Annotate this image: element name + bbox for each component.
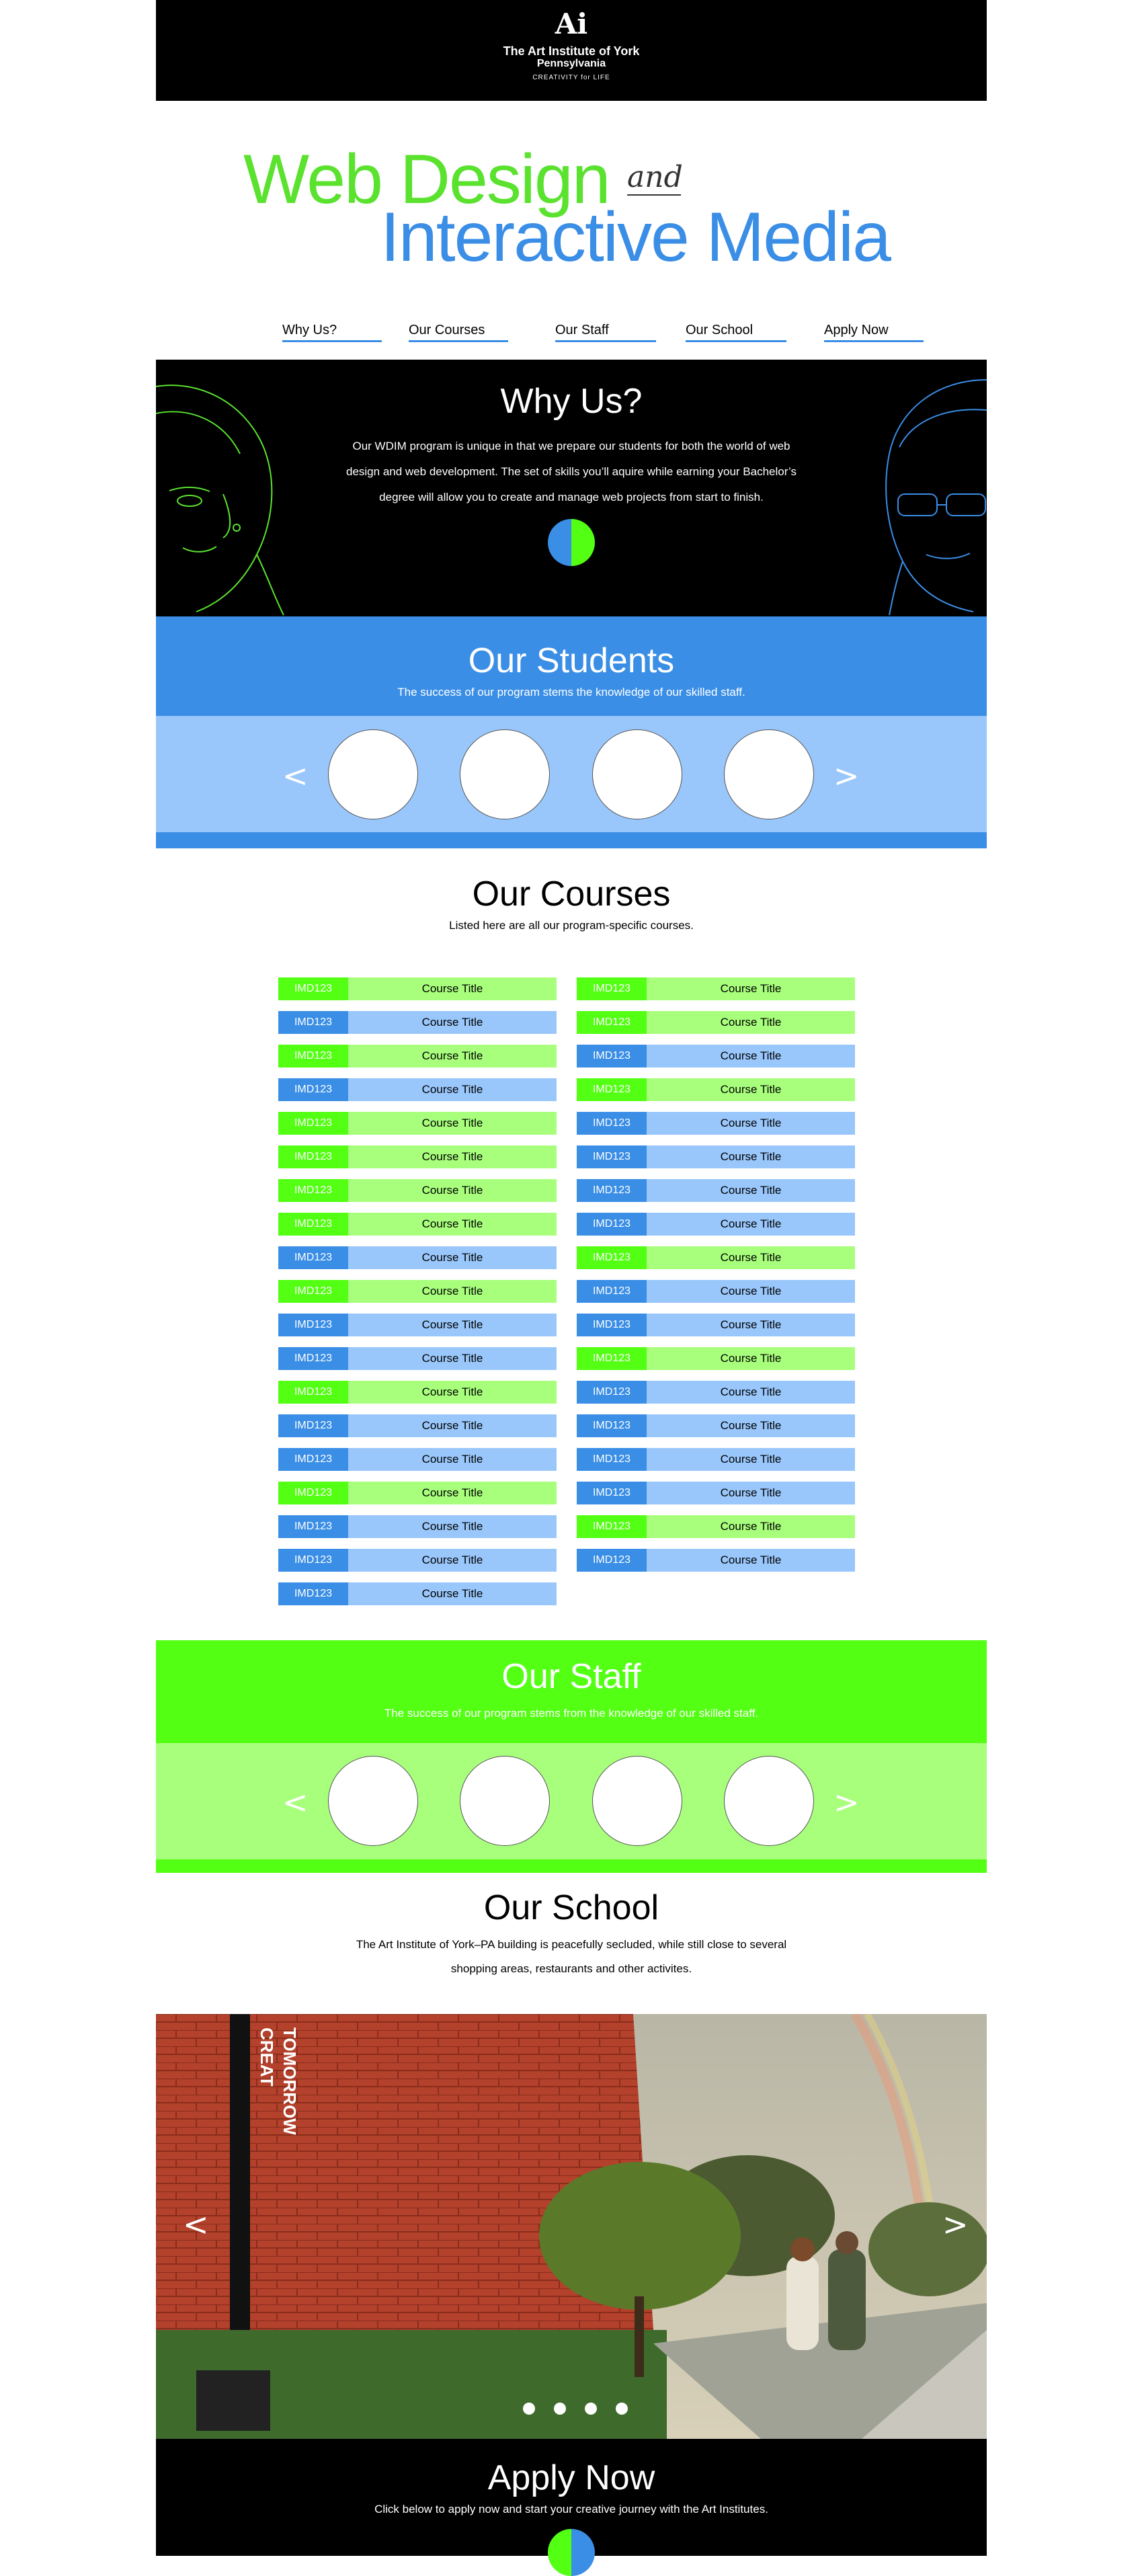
staff-carousel xyxy=(156,1743,987,1859)
course-code: IMD123 xyxy=(577,1314,647,1336)
slide-dot[interactable] xyxy=(585,2403,597,2415)
logo-state: Pennsylvania xyxy=(536,58,606,69)
page-title-and: and xyxy=(627,160,683,194)
course-row[interactable] xyxy=(278,1482,557,1504)
course-code: IMD123 xyxy=(577,1011,647,1034)
course-code: IMD123 xyxy=(577,1280,647,1303)
course-code: IMD123 xyxy=(278,1280,348,1303)
slide-dot[interactable] xyxy=(554,2403,566,2415)
course-row[interactable] xyxy=(278,1179,557,1202)
course-row[interactable] xyxy=(577,977,855,1000)
course-title: Course Title xyxy=(348,1314,557,1336)
course-row[interactable] xyxy=(278,1582,557,1605)
course-title: Course Title xyxy=(348,1381,557,1404)
course-row[interactable] xyxy=(278,1314,557,1336)
our-courses-subtitle: Listed here are all our program-specific courses. xyxy=(449,919,694,932)
course-row[interactable] xyxy=(278,1347,557,1370)
course-row[interactable] xyxy=(577,1482,855,1504)
course-row[interactable] xyxy=(278,977,557,1000)
course-row[interactable] xyxy=(577,1280,855,1303)
course-title: Course Title xyxy=(348,977,557,1000)
course-title: Course Title xyxy=(348,1515,557,1538)
course-title: Course Title xyxy=(348,1482,557,1504)
course-row[interactable] xyxy=(278,1078,557,1101)
staff-prev-arrow[interactable]: < xyxy=(282,1784,309,1820)
student-avatar[interactable] xyxy=(328,729,418,819)
course-code: IMD123 xyxy=(577,1145,647,1168)
course-row[interactable] xyxy=(278,1414,557,1437)
course-title: Course Title xyxy=(348,1112,557,1135)
course-row[interactable] xyxy=(577,1314,855,1336)
title-underline xyxy=(627,194,681,196)
course-title: Course Title xyxy=(647,1414,855,1437)
course-title: Course Title xyxy=(647,1448,855,1471)
course-row[interactable] xyxy=(577,1381,855,1404)
apply-now-title: Apply Now xyxy=(487,2458,655,2497)
course-title: Course Title xyxy=(348,1045,557,1068)
our-school-section xyxy=(156,1873,987,2014)
why-us-more-button[interactable] xyxy=(548,519,595,566)
course-code: IMD123 xyxy=(278,1381,348,1404)
our-staff-title: Our Staff xyxy=(501,1657,641,1696)
course-row[interactable] xyxy=(577,1549,855,1572)
nav-our-staff[interactable]: Our Staff xyxy=(555,321,656,342)
staff-avatar[interactable] xyxy=(460,1756,550,1846)
course-code: IMD123 xyxy=(577,1347,647,1370)
course-code: IMD123 xyxy=(278,1078,348,1101)
our-staff-subtitle: The success of our program stems from the knowledge of our skilled staff. xyxy=(384,1707,759,1720)
course-code: IMD123 xyxy=(577,1381,647,1404)
course-title: Course Title xyxy=(647,977,855,1000)
page-title-web-design: Web Design xyxy=(243,140,610,218)
banner-text-tomorrow: TOMORROW xyxy=(280,2027,300,2135)
course-code: IMD123 xyxy=(577,1448,647,1471)
course-title: Course Title xyxy=(348,1448,557,1471)
course-row[interactable] xyxy=(577,1179,855,1202)
course-title: Course Title xyxy=(647,1078,855,1101)
course-row[interactable] xyxy=(278,1011,557,1034)
course-title: Course Title xyxy=(647,1011,855,1034)
our-school-line-2: shopping areas, restaurants and other activites. xyxy=(450,1962,692,1975)
course-code: IMD123 xyxy=(278,1112,348,1135)
school-next-arrow[interactable]: > xyxy=(942,2206,969,2243)
course-code: IMD123 xyxy=(577,1515,647,1538)
course-code: IMD123 xyxy=(278,1482,348,1504)
course-code: IMD123 xyxy=(278,1213,348,1236)
site-header xyxy=(156,0,987,101)
course-row[interactable] xyxy=(278,1112,557,1135)
course-row[interactable] xyxy=(278,1515,557,1538)
school-photo-slider xyxy=(156,2014,987,2439)
course-title: Course Title xyxy=(647,1213,855,1236)
staff-next-arrow[interactable]: > xyxy=(833,1784,860,1820)
course-title: Course Title xyxy=(647,1112,855,1135)
course-title: Course Title xyxy=(348,1347,557,1370)
course-row[interactable] xyxy=(278,1145,557,1168)
our-courses-title: Our Courses xyxy=(472,875,671,914)
course-title: Course Title xyxy=(647,1179,855,1202)
apply-now-subtitle: Click below to apply now and start your creative journey with the Art Institutes. xyxy=(374,2503,768,2515)
nav-apply-now[interactable]: Apply Now xyxy=(824,321,924,342)
course-code: IMD123 xyxy=(577,1045,647,1068)
course-title: Course Title xyxy=(647,1246,855,1269)
course-row[interactable] xyxy=(278,1549,557,1572)
course-code: IMD123 xyxy=(278,1549,348,1572)
course-row[interactable] xyxy=(577,1045,855,1068)
course-title: Course Title xyxy=(647,1347,855,1370)
staff-avatar[interactable] xyxy=(592,1756,682,1846)
course-row[interactable] xyxy=(278,1246,557,1269)
why-us-line-3: degree will allow you to create and manage web projects from start to finish. xyxy=(379,491,764,504)
course-row[interactable] xyxy=(577,1414,855,1437)
course-code: IMD123 xyxy=(577,1549,647,1572)
course-title: Course Title xyxy=(348,1280,557,1303)
staff-avatar[interactable] xyxy=(724,1756,814,1846)
course-row[interactable] xyxy=(577,1112,855,1135)
course-title: Course Title xyxy=(348,1414,557,1437)
course-title: Course Title xyxy=(348,1145,557,1168)
why-us-line-2: design and web development. The set of skills you’ll aquire while earning your Bachelor’s xyxy=(346,465,797,478)
school-prev-arrow[interactable]: < xyxy=(183,2206,209,2243)
course-code: IMD123 xyxy=(278,1045,348,1068)
ai-logo-icon[interactable]: Ai xyxy=(555,7,588,40)
course-code: IMD123 xyxy=(278,1515,348,1538)
our-students-section xyxy=(156,616,987,848)
our-students-title: Our Students xyxy=(468,641,675,680)
course-row[interactable] xyxy=(278,1381,557,1404)
our-students-subtitle: The success of our program stems the knowledge of our skilled staff. xyxy=(397,686,745,698)
course-title: Course Title xyxy=(647,1381,855,1404)
course-row[interactable] xyxy=(577,1246,855,1269)
course-title: Course Title xyxy=(647,1145,855,1168)
our-school-title: Our School xyxy=(483,1888,659,1927)
nav-our-school[interactable]: Our School xyxy=(686,321,786,342)
course-row[interactable] xyxy=(577,1448,855,1471)
course-code: IMD123 xyxy=(577,977,647,1000)
apply-now-section xyxy=(156,2439,987,2556)
course-title: Course Title xyxy=(647,1280,855,1303)
course-title: Course Title xyxy=(348,1179,557,1202)
student-avatar[interactable] xyxy=(724,729,814,819)
slide-dot[interactable] xyxy=(523,2403,535,2415)
why-us-section xyxy=(156,360,987,616)
course-title: Course Title xyxy=(348,1549,557,1572)
course-title: Course Title xyxy=(348,1582,557,1605)
course-title: Course Title xyxy=(647,1045,855,1068)
students-carousel xyxy=(156,716,987,832)
course-title: Course Title xyxy=(348,1078,557,1101)
course-code: IMD123 xyxy=(577,1246,647,1269)
course-title: Course Title xyxy=(647,1549,855,1572)
course-code: IMD123 xyxy=(278,1246,348,1269)
student-avatar[interactable] xyxy=(592,729,682,819)
course-code: IMD123 xyxy=(278,977,348,1000)
course-code: IMD123 xyxy=(577,1112,647,1135)
course-row[interactable] xyxy=(577,1347,855,1370)
students-next-arrow[interactable]: > xyxy=(833,758,860,794)
course-code: IMD123 xyxy=(278,1145,348,1168)
course-code: IMD123 xyxy=(278,1179,348,1202)
our-courses-section xyxy=(156,848,987,1640)
course-title: Course Title xyxy=(647,1515,855,1538)
course-code: IMD123 xyxy=(278,1347,348,1370)
staff-avatar[interactable] xyxy=(328,1756,418,1846)
our-staff-section xyxy=(156,1640,987,1873)
logo-school-name: The Art Institute of York xyxy=(503,44,640,58)
course-row[interactable] xyxy=(577,1078,855,1101)
course-code: IMD123 xyxy=(278,1582,348,1605)
why-us-title: Why Us? xyxy=(500,382,643,421)
course-row[interactable] xyxy=(278,1213,557,1236)
course-title: Course Title xyxy=(348,1011,557,1034)
nav-our-courses[interactable]: Our Courses xyxy=(409,321,508,342)
student-avatar[interactable] xyxy=(460,729,550,819)
course-row[interactable] xyxy=(577,1213,855,1236)
our-school-line-1: The Art Institute of York–PA building is peacefully secluded, while still close to several xyxy=(356,1938,787,1951)
course-row[interactable] xyxy=(577,1145,855,1168)
apply-now-button[interactable] xyxy=(548,2529,595,2576)
course-code: IMD123 xyxy=(577,1414,647,1437)
course-code: IMD123 xyxy=(577,1179,647,1202)
banner-text-create: CREAT xyxy=(257,2027,277,2087)
course-code: IMD123 xyxy=(577,1482,647,1504)
course-row[interactable] xyxy=(278,1045,557,1068)
course-row[interactable] xyxy=(278,1280,557,1303)
course-code: IMD123 xyxy=(278,1011,348,1034)
why-us-line-1: Our WDIM program is unique in that we prepare our students for both the world of web xyxy=(352,440,790,452)
course-row[interactable] xyxy=(577,1515,855,1538)
page-title-interactive-media: Interactive Media xyxy=(380,198,890,276)
course-code: IMD123 xyxy=(278,1414,348,1437)
course-row[interactable] xyxy=(577,1011,855,1034)
students-prev-arrow[interactable]: < xyxy=(282,758,309,794)
course-title: Course Title xyxy=(647,1314,855,1336)
course-code: IMD123 xyxy=(577,1213,647,1236)
course-title: Course Title xyxy=(348,1213,557,1236)
course-code: IMD123 xyxy=(278,1448,348,1471)
course-title: Course Title xyxy=(348,1246,557,1269)
nav-why-us[interactable]: Why Us? xyxy=(282,321,382,342)
course-code: IMD123 xyxy=(278,1314,348,1336)
logo-tagline: CREATIVITY for LIFE xyxy=(532,74,610,81)
slide-dot[interactable] xyxy=(616,2403,628,2415)
course-code: IMD123 xyxy=(577,1078,647,1101)
course-row[interactable] xyxy=(278,1448,557,1471)
course-title: Course Title xyxy=(647,1482,855,1504)
